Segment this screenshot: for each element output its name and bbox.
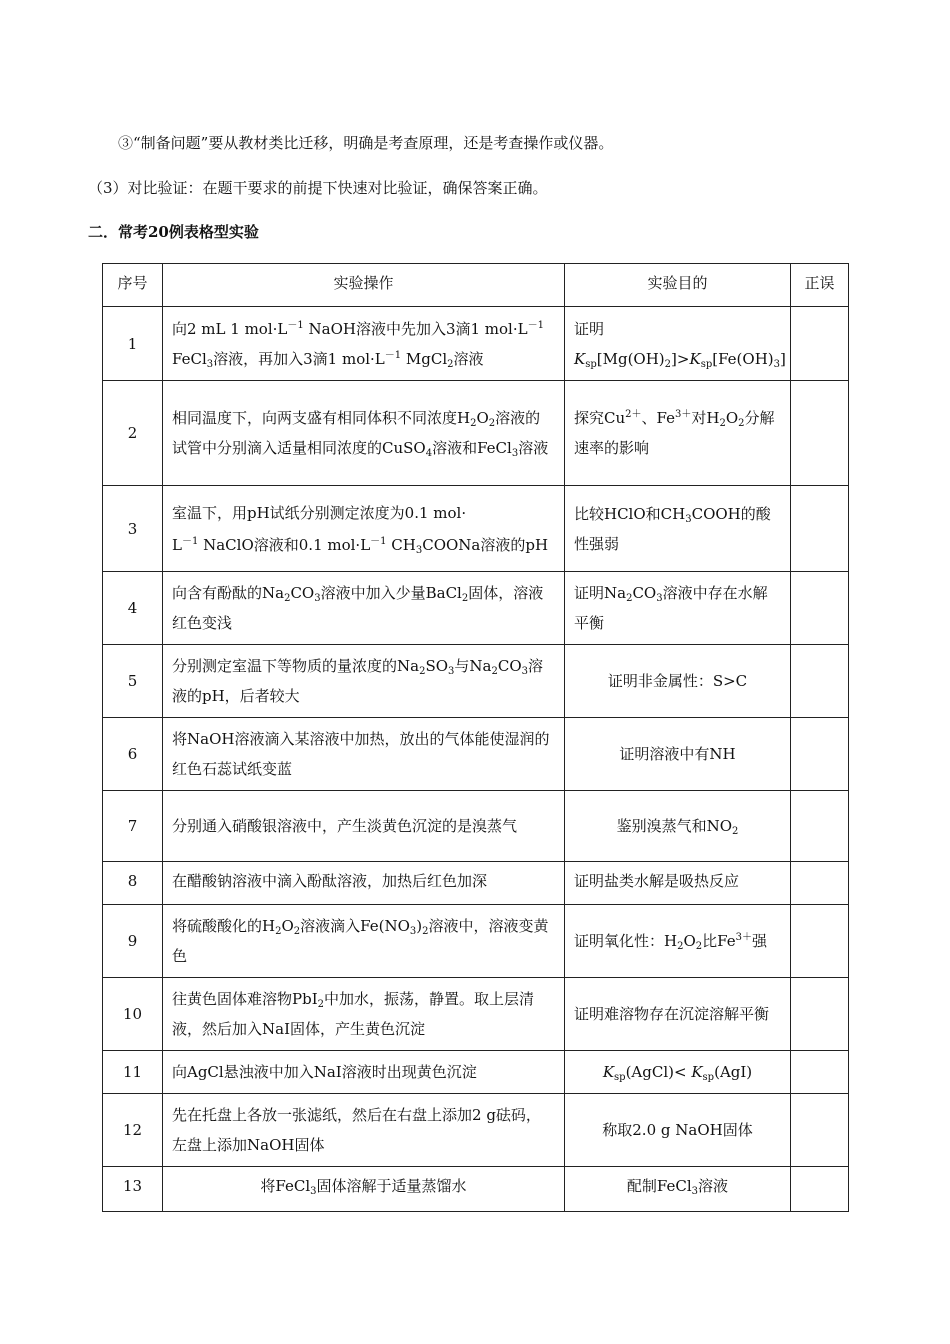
cell-purpose: 比较HClO和$CH_3COOH$的酸性强弱 bbox=[565, 486, 791, 572]
cell-verdict bbox=[791, 1167, 849, 1212]
cell-verdict bbox=[791, 905, 849, 978]
table-row bbox=[103, 791, 849, 862]
cell-operation: 将FeCl$_3$固体溶解于适量蒸馏水 bbox=[163, 1167, 565, 1212]
cell-purpose: $K_{sp}(AgCl)< K_{sp}(AgI)$ bbox=[565, 1051, 791, 1094]
cell-seq: 8 bbox=[103, 862, 163, 905]
cell-seq: 12 bbox=[103, 1094, 163, 1167]
cell-verdict bbox=[791, 718, 849, 791]
table-row bbox=[103, 718, 849, 791]
cell-operation: 先在托盘上各放一张滤纸，然后在右盘上添加2 g砝码，左盘上添加NaOH固体 bbox=[163, 1094, 565, 1167]
cell-verdict bbox=[791, 307, 849, 381]
cell-purpose: 鉴别溴蒸气和$NO_2$ bbox=[565, 791, 791, 862]
table-row bbox=[103, 1167, 849, 1212]
cell-operation: 在醋酸钠溶液中滴入酚酞溶液，加热后红色加深 bbox=[163, 862, 565, 905]
cell-purpose: 证明盐类水解是吸热反应 bbox=[565, 862, 791, 905]
cell-verdict bbox=[791, 645, 849, 718]
cell-operation: 将硫酸酸化的$H_2O_2$溶液滴入$Fe(NO_3)_2$溶液中，溶液变黄色 bbox=[163, 905, 565, 978]
table-row bbox=[103, 1094, 849, 1167]
cell-purpose: 证明非金属性：S>C bbox=[565, 645, 791, 718]
table-row bbox=[103, 1051, 849, 1094]
cell-seq: 5 bbox=[103, 645, 163, 718]
cell-purpose: 证明 $K_{sp}[Mg(OH)_2]>K_{sp}[Fe(OH)_3]$ bbox=[565, 307, 791, 381]
table-row bbox=[103, 572, 849, 645]
section-heading: 二．常考20例表格型实验 bbox=[88, 223, 259, 241]
cell-verdict bbox=[791, 381, 849, 486]
header-operation: 实验操作 bbox=[163, 264, 565, 307]
cell-verdict bbox=[791, 1094, 849, 1167]
cell-seq: 9 bbox=[103, 905, 163, 978]
table-row bbox=[103, 486, 849, 572]
cell-seq: 13 bbox=[103, 1167, 163, 1212]
cell-purpose: 称取2.0 g NaOH固体 bbox=[565, 1094, 791, 1167]
table-header-row bbox=[103, 264, 849, 307]
cell-verdict bbox=[791, 978, 849, 1051]
header-verdict: 正误 bbox=[791, 264, 849, 307]
cell-operation: 向AgCl悬浊液中加入NaI溶液时出现黄色沉淀 bbox=[163, 1051, 565, 1094]
cell-purpose: 证明$Na_2CO_3$溶液中存在水解平衡 bbox=[565, 572, 791, 645]
cell-seq: 1 bbox=[103, 307, 163, 381]
cell-operation: 相同温度下，向两支盛有相同体积不同浓度$H_2O_2$溶液的试管中分别滴入适量相同浓度的CuSO$_4$溶液和FeCl$_3$溶液 bbox=[163, 381, 565, 486]
cell-operation: 向含有酚酞的$Na_2CO_3$溶液中加入少量BaCl$_2$固体，溶液红色变浅 bbox=[163, 572, 565, 645]
paragraph-comparison-note: （3）对比验证：在题干要求的前提下快速对比验证，确保答案正确。 bbox=[88, 179, 548, 197]
cell-operation: 向2 mL 1 $mol\cdot L^{-1}$ NaOH溶液中先加入3滴1 $mol\cdot L^{-1}$ FeCl$_3$溶液，再加入3滴1 $mol\cdot L^{-1}$ MgCl$_2$溶液 bbox=[163, 307, 565, 381]
cell-operation: 分别通入硝酸银溶液中，产生淡黄色沉淀的是溴蒸气 bbox=[163, 791, 565, 862]
cell-seq: 11 bbox=[103, 1051, 163, 1094]
cell-operation: 室温下，用pH试纸分别测定浓度为0.1 mol· $L^{-1}$ NaClO溶液和0.1 $mol\cdot L^{-1}$ $CH_3COONa$溶液的pH bbox=[163, 486, 565, 572]
table-row bbox=[103, 978, 849, 1051]
cell-purpose: 配制FeCl$_3$溶液 bbox=[565, 1167, 791, 1212]
cell-verdict bbox=[791, 1051, 849, 1094]
cell-seq: 3 bbox=[103, 486, 163, 572]
paragraph-preparation-note: ③“制备问题”要从教材类比迁移，明确是考查原理，还是考查操作或仪器。 bbox=[118, 134, 614, 152]
cell-operation: 将NaOH溶液滴入某溶液中加热，放出的气体能使湿润的红色石蕊试纸变蓝 bbox=[163, 718, 565, 791]
header-purpose: 实验目的 bbox=[565, 264, 791, 307]
experiment-table bbox=[102, 263, 849, 1212]
cell-purpose: 证明难溶物存在沉淀溶解平衡 bbox=[565, 978, 791, 1051]
cell-purpose: 证明溶液中有NH bbox=[565, 718, 791, 791]
cell-operation: 往黄色固体难溶物PbI$_2$中加水，振荡，静置。取上层清液，然后加入NaI固体，产生黄色沉淀 bbox=[163, 978, 565, 1051]
table-row bbox=[103, 307, 849, 381]
table-row bbox=[103, 862, 849, 905]
cell-verdict bbox=[791, 572, 849, 645]
cell-verdict bbox=[791, 791, 849, 862]
table-row bbox=[103, 905, 849, 978]
cell-purpose: 探究$Cu^{2+}$、$Fe^{3+}$对$H_2O_2$分解速率的影响 bbox=[565, 381, 791, 486]
cell-seq: 7 bbox=[103, 791, 163, 862]
header-seq: 序号 bbox=[103, 264, 163, 307]
cell-seq: 4 bbox=[103, 572, 163, 645]
cell-purpose: 证明氧化性：$H_2O_2$比$Fe^{3+}$强 bbox=[565, 905, 791, 978]
cell-verdict bbox=[791, 862, 849, 905]
cell-seq: 2 bbox=[103, 381, 163, 486]
cell-operation: 分别测定室温下等物质的量浓度的$Na_2SO_3$与$Na_2CO_3$溶液的pH，后者较大 bbox=[163, 645, 565, 718]
cell-seq: 6 bbox=[103, 718, 163, 791]
cell-seq: 10 bbox=[103, 978, 163, 1051]
table-row bbox=[103, 381, 849, 486]
table-row bbox=[103, 645, 849, 718]
cell-verdict bbox=[791, 486, 849, 572]
